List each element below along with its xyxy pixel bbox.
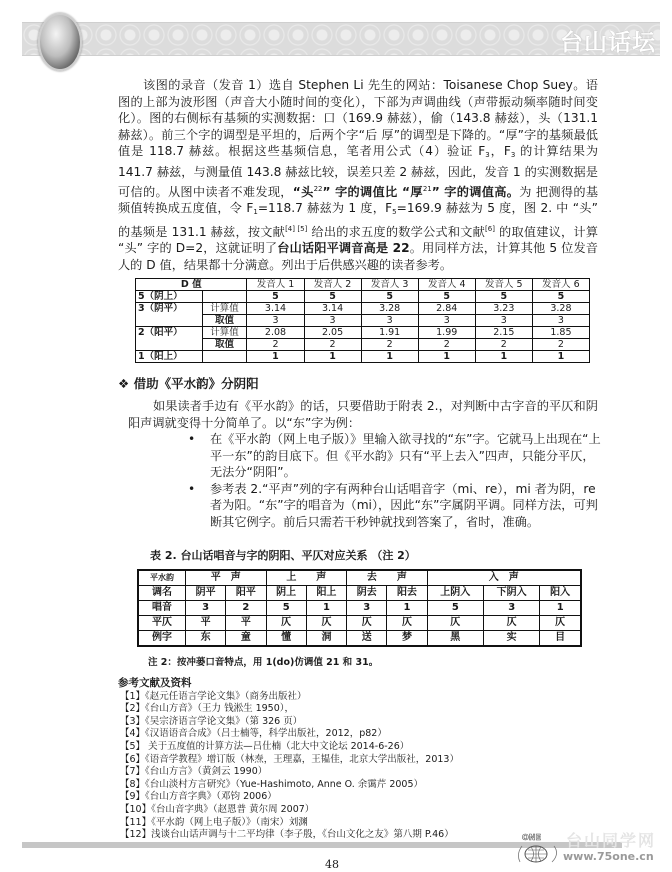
subscript: 3	[510, 151, 516, 160]
cell: 阴上	[266, 586, 306, 601]
references-title: 参考文献及资料	[118, 677, 192, 689]
cell: 3.14	[247, 303, 304, 315]
row-label: 调名	[138, 586, 186, 601]
row-sublabel	[202, 351, 247, 363]
section-heading	[118, 374, 259, 392]
bullet-list	[188, 431, 605, 531]
cell: 2.84	[418, 303, 475, 315]
cell: 1	[418, 351, 475, 363]
bullet-dot-icon: •	[188, 481, 196, 496]
cell: 5	[361, 291, 418, 303]
row-sublabel	[202, 291, 247, 303]
tone-correspondence-table	[137, 569, 582, 647]
cell: 仄	[266, 616, 306, 631]
cell: 2	[532, 339, 589, 351]
watermark-title: 台山同学网	[566, 831, 657, 850]
emphasis: ” 字的调值高。	[431, 184, 520, 199]
row-label: 3（阴平）	[136, 303, 203, 315]
cell: 仄	[483, 616, 539, 631]
diamond-bullet-icon: ❖	[118, 376, 130, 391]
cell: 阴去	[347, 586, 387, 601]
cell: 童	[226, 631, 266, 647]
text: 如果读者手边有《平水韵》的话，只要借助于附表 2.，对判断中古字音的平仄和阴阳声调就变得十分简单了。以“东”字为例：	[128, 399, 598, 430]
cell: 1	[475, 351, 532, 363]
cell: 上阴入	[427, 586, 483, 601]
cell: 5	[247, 291, 304, 303]
cell: 3	[483, 601, 539, 616]
cell: 3.14	[304, 303, 361, 315]
row-label: 1（阳上）	[136, 351, 203, 363]
reference-item: 【12】浅谈台山话声调与十二平均律（李子殷，《台山文化之友》第八期 P.46）	[120, 829, 454, 841]
subscript: 1	[253, 208, 258, 217]
table-header-row	[136, 279, 590, 291]
subscript: 3	[485, 151, 490, 160]
cell: 1.91	[361, 327, 418, 339]
cell: 阳上	[306, 586, 346, 601]
table-row	[138, 631, 581, 647]
cell: 仄	[427, 616, 483, 631]
row-label: 唱音	[138, 601, 186, 616]
cell: 仄	[540, 616, 581, 631]
text: 该图的录音（发音 1）选自 Stephen Li 先生的网站：Toisanese Chop Suey。语图的上部为波形图（声音大小随时间的变化），下部为声调曲线（声带振动频率随时间变化）。图的右侧标有基频的实测数据：口（169.9 赫兹），偷（143.8 赫兹），头（131.1 赫兹）。前三个字的调型是平坦的，后两个字“后 厚”的调型是下降的。“厚”字的基频最低值是 118.7 赫兹。根据这些基频信息，笔者用公式（4）验证 F	[118, 78, 598, 159]
cell: 3	[475, 315, 532, 327]
citation: [4] [5]	[285, 224, 308, 233]
superscript: 22	[313, 184, 323, 193]
cell: 1	[247, 351, 304, 363]
cell: 阴平	[186, 586, 226, 601]
table-row	[136, 315, 590, 327]
table-row	[136, 303, 590, 315]
cell: 平	[186, 616, 226, 631]
cell: 5	[475, 291, 532, 303]
text: 。用同样方法，计算其他 5 位发音人的 D 值，结果都十分满意。列出于后供感兴趣的读者参考。	[118, 241, 598, 272]
reference-item: 【6】《语音学教程》增订版（林焘，王理嘉，王韫佳，北京大学出版社，2013）	[120, 753, 459, 765]
cell: 2	[475, 339, 532, 351]
cell: 3	[186, 601, 226, 616]
cell: 2.08	[247, 327, 304, 339]
cell: 3	[304, 315, 361, 327]
reference-item: 【2】《台山方音》（王力 钱淞生 1950），	[120, 703, 295, 715]
group-header: 上 声	[266, 570, 347, 586]
cell: 5	[418, 291, 475, 303]
header-cell: 发音人 6	[532, 279, 589, 291]
cell: 1	[304, 351, 361, 363]
cell: 送	[347, 631, 387, 647]
text: =118.7 赫兹为 1 度，F	[257, 201, 393, 216]
row-sublabel: 取值	[202, 339, 247, 351]
cell: 1	[540, 601, 581, 616]
cell: 黑	[427, 631, 483, 647]
cell: 2	[361, 339, 418, 351]
body-paragraph-1	[118, 77, 598, 274]
text: =169.9 赫兹为 5 度，图 2. 中 “头” 的基频是 131.1 赫兹，按文献	[118, 201, 598, 239]
cell: 2	[418, 339, 475, 351]
cell: 1	[387, 601, 427, 616]
landscape-logo-icon	[38, 13, 82, 71]
cell: 2.15	[475, 327, 532, 339]
header-cell: 发音人 5	[475, 279, 532, 291]
watermark-url: www.75one.cn	[563, 850, 654, 863]
cell: 仄	[347, 616, 387, 631]
cell: 3	[361, 315, 418, 327]
section-title: 借助《平水韵》分阴阳	[133, 376, 259, 391]
cell: 5	[266, 601, 306, 616]
d-value-table	[135, 278, 590, 363]
list-item	[188, 481, 605, 531]
table-row	[136, 351, 590, 363]
cell: 3	[532, 315, 589, 327]
citation: [6]	[485, 224, 495, 233]
header-cell: 发音人 3	[361, 279, 418, 291]
cell: 东	[186, 631, 226, 647]
row-label: 例字	[138, 631, 186, 647]
reference-item: 【9】《台山方音字典》（邓钧 2006）	[120, 791, 277, 803]
cell: 阳入	[540, 586, 581, 601]
reference-item: 【5】 关于五度值的计算方法—吕仕楠（北大中文论坛 2014-6-26）	[120, 740, 410, 752]
row-label: 平水韵	[138, 570, 186, 586]
row-label: 5（阴上）	[136, 291, 203, 303]
body-paragraph-2	[128, 398, 598, 431]
cell: 3.28	[532, 303, 589, 315]
cell: 仄	[306, 616, 346, 631]
text: 的取值建议，计算 “头” 字的 D=2，这就证明了	[118, 224, 599, 256]
list-item-text: 参考表 2.“平声”列的字有两种台山话唱音字（mi、re），mi 者为阴，re 者为阳。“东”字的唱音为（mi），因此“东”字属阴平调。同样方法，可判断其它例字。前后只需若干秒钟就找到答案了，省时，准确。	[210, 481, 598, 529]
cell: 5	[532, 291, 589, 303]
cell: 3.23	[475, 303, 532, 315]
cell: 1	[306, 601, 346, 616]
row-label	[136, 339, 203, 351]
emphasis: 台山话阳平调音高是 22	[277, 241, 410, 256]
magazine-title: 台山话坛	[560, 30, 656, 56]
table-row	[136, 291, 590, 303]
subscript: 5	[392, 208, 397, 217]
cell: 阳平	[226, 586, 266, 601]
cell: 5	[304, 291, 361, 303]
header-cell: 发音人 4	[418, 279, 475, 291]
cell: 实	[483, 631, 539, 647]
cell: 阳去	[387, 586, 427, 601]
cell: 1	[532, 351, 589, 363]
cell: 2.05	[304, 327, 361, 339]
bullet-dot-icon: •	[188, 432, 196, 446]
cell: 目	[540, 631, 581, 647]
cell: 1.85	[532, 327, 589, 339]
table-note: 注 2：按冲蒌口音特点，用 1(do)仿调值 21 和 31。	[148, 657, 379, 668]
list-item-text: 在《平水韵（网上电子版）》里输入欲寻找的“东”字。它就马上出现在“上平一东”的韵目底下。但《平水韵》只有“平上去入”四声，只能分平仄，无法分“阴阳”。	[210, 432, 601, 480]
cell: 懂	[266, 631, 306, 647]
group-header: 去 声	[347, 570, 428, 586]
header-cell: D 值	[136, 279, 247, 291]
row-label	[136, 315, 203, 327]
cell: 3	[347, 601, 387, 616]
header-cell: 发音人 2	[304, 279, 361, 291]
table-row	[138, 616, 581, 631]
table-row	[138, 586, 581, 601]
cell: 2	[247, 339, 304, 351]
group-header: 平 声	[186, 570, 267, 586]
text: 的计算结果为 141.7 赫兹，与测量值 143.8 赫兹比较，误差只差 2 赫兹，因此，发音 1 的实测数据是可信的。从图中读者不难发现，	[118, 144, 599, 199]
list-item	[188, 431, 605, 481]
group-header: 入 声	[427, 570, 581, 586]
cell: 梦	[387, 631, 427, 647]
text: 给出的求五度的数学公式和文献	[307, 224, 486, 239]
row-sublabel: 计算值	[202, 303, 247, 315]
reference-item: 【3】《吴宗济语言学论文集》（第 326 页）	[120, 715, 303, 727]
cell: 3	[418, 315, 475, 327]
row-sublabel: 取值	[202, 315, 247, 327]
header-cell: 发音人 1	[247, 279, 304, 291]
cell: 仄	[387, 616, 427, 631]
page-number: 48	[325, 858, 339, 871]
reference-item: 【11】《平水韵（网上电子版）》（南宋）刘渊	[120, 816, 308, 828]
cell: 1.99	[418, 327, 475, 339]
table-row	[136, 327, 590, 339]
cell: 平	[226, 616, 266, 631]
reference-item: 【7】《台山方言》（黄剑云 1990）	[120, 766, 268, 778]
table-group-row	[138, 570, 581, 586]
row-sublabel: 计算值	[202, 327, 247, 339]
table-caption: 表 2. 台山话唱音与字的阴阳、平仄对应关系 （注 2）	[150, 549, 416, 562]
row-label: 2（阳平）	[136, 327, 203, 339]
references-section	[118, 677, 459, 842]
reference-item: 【4】《汉语语音合成》（吕士楠等，科学出版社，2012，p82）	[120, 728, 387, 740]
emphasis: “头	[292, 184, 314, 199]
table-row	[136, 339, 590, 351]
reference-item: 【8】《台山淡村方言研究》（Yue-Hashimoto, Anne O. 余霭芹 2005）	[120, 778, 424, 790]
svg-text:ONE: ONE	[522, 833, 541, 842]
row-label: 平仄	[138, 616, 186, 631]
reference-item: 【10】《台山音字典》（赵恩普 黄尔周 2007）	[120, 803, 315, 815]
cell: 1	[361, 351, 418, 363]
emphasis: ” 字的调值比 “厚	[322, 184, 423, 199]
cell: 3.28	[361, 303, 418, 315]
reference-item: 【1】《赵元任语言学论文集》（商务出版社）	[120, 690, 307, 702]
cell: 2	[304, 339, 361, 351]
cell: 下阴入	[483, 586, 539, 601]
text: ，F	[489, 144, 511, 159]
text: 为 把测得的基频值转换成五度值，令 F	[118, 184, 599, 216]
cell: 洞	[306, 631, 346, 647]
globe-watermark-icon	[516, 832, 560, 864]
superscript: 21	[422, 184, 432, 193]
cell: 5	[427, 601, 483, 616]
cell: 3	[247, 315, 304, 327]
table-row	[138, 601, 581, 616]
cell: 2	[226, 601, 266, 616]
